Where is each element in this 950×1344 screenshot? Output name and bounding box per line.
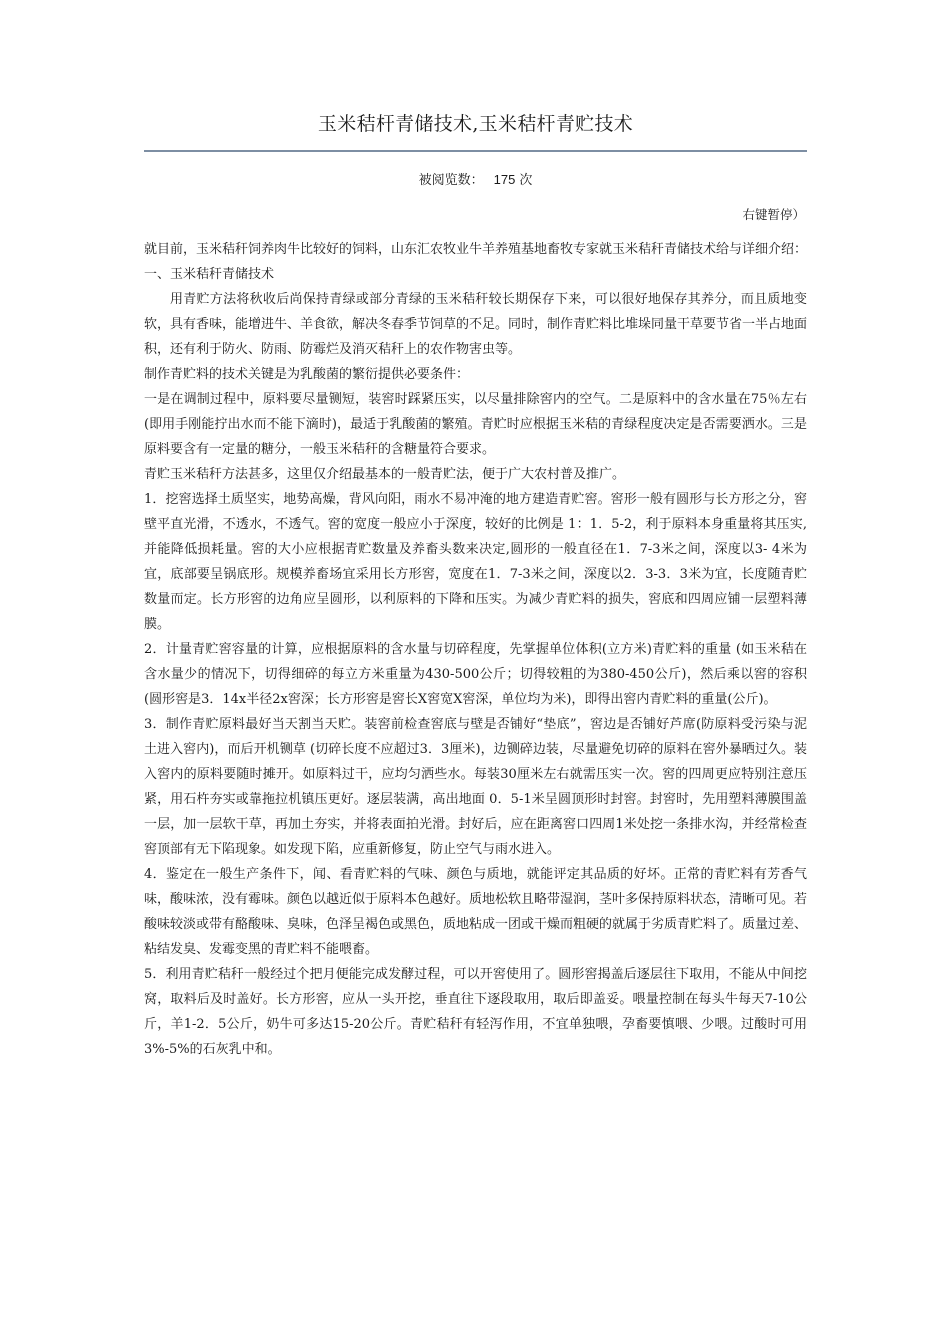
page-title: 玉米秸杆青储技术,玉米秸杆青贮技术: [144, 110, 807, 152]
view-counter: [144, 170, 807, 191]
paragraph-step-2: 2．计量青贮窖容量的计算，应根据原料的含水量与切碎程度，先掌握单位体积(立方米)青贮料的重量 (如玉米秸在含水量少的情况下，切得细碎的每立方米重量为430-500公斤；切得较粗的为380-450公斤)，然后乘以窖的容积(圆形窖是3．14x半径2x窖深；长方形窖是窖长X窖宽X窖深，单位均为米)，即得出窖内青贮料的重量(公斤)。: [144, 642, 807, 707]
paragraph-step-3: 3．制作青贮原料最好当天割当天贮。装窖前检查窖底与壁是否铺好“垫底”，窖边是否铺好芦席(防原料受污染与泥土进入窖内)，而后开机铡草 (切碎长度不应超过3．3厘米)，边铡碎边装，尽量避免切碎的原料在窖外暴晒过久。装入窖内的原料要随时摊开。如原料过干，应均匀洒些水。每装30厘米左右就需压实一次。窖的四周更应特别注意压紧，用石杵夯实或靠拖拉机镇压更好。逐层装满，高出地面 0．5-1米呈圆顶形时封窖。封窖时，先用塑料薄膜围盖一层，加一层软干草，再加土夯实，并将表面拍光滑。封好后，应在距离窖口四周1米处挖一条排水沟，并经常检查窖顶部有无下陷现象。如发现下陷，应重新修复，防止空气与雨水进入。: [144, 717, 807, 857]
views-unit: 次: [519, 173, 533, 188]
paragraph-overview: 用青贮方法将秋收后尚保持青绿或部分青绿的玉米秸秆较长期保存下来，可以很好地保存其养分，而且质地变软，具有香味，能增进牛、羊食欲，解决冬春季节饲草的不足。同时，制作青贮料比堆垛同量干草要节省一半占地面积，还有利于防火、防雨、防霉烂及消灭秸秆上的农作物害虫等。: [144, 292, 808, 357]
views-label: 被阅览数：: [418, 173, 484, 188]
paragraph-step-4: 4．鉴定在一般生产条件下，闻、看青贮料的气味、颜色与质地，就能评定其品质的好坏。正常的青贮料有芳香气味，酸味浓，没有霉味。颜色以越近似于原料本色越好。质地松软且略带湿润，茎叶多保持原料状态，清晰可见。若酸味较淡或带有酪酸味、臭味，色泽呈褐色或黑色，质地粘成一团或干燥而粗硬的就属于劣质青贮料了。质量过差、粘结发臭、发霉变黑的青贮料不能喂畜。: [144, 867, 808, 957]
section-heading: 一、玉米秸秆青储技术: [144, 267, 275, 282]
paragraph-intro: 就目前，玉米秸秆饲养肉牛比较好的饲料，山东汇农牧业牛羊养殖基地畜牧专家就玉米秸秆青储技术给与详细介绍：: [144, 242, 808, 257]
pause-note: 右键暂停）: [742, 207, 805, 222]
paragraph-key-points: 制作青贮料的技术关键是为乳酸菌的繁衍提供必要条件：: [144, 367, 470, 382]
views-count: 175: [493, 172, 516, 187]
paragraph-method-intro: 青贮玉米秸秆方法甚多，这里仅介绍最基本的一般青贮法，便于广大农村普及推广。: [144, 467, 626, 482]
article-body: [144, 237, 807, 1062]
paragraph-step-5: 5．利用青贮秸秆一般经过个把月便能完成发酵过程，可以开窖使用了。圆形窖揭盖后逐层往下取用，不能从中间挖窝，取料后及时盖好。长方形窖，应从一头开挖，垂直往下逐段取用，取后即盖妥。喂量控制在每头牛每天7-10公斤，羊1-2．5公斤，奶牛可多达15-20公斤。青贮秸秆有轻泻作用，不宜单独喂，孕畜要慎喂、少喂。过酸时可用3%-5%的石灰乳中和。: [144, 967, 807, 1057]
paragraph-step-1: 1．挖窖选择土质坚实，地势高燥，背风向阳，雨水不易冲淹的地方建造青贮窖。窖形一般有圆形与长方形之分，窖壁平直光滑，不透水，不透气。窖的宽度一般应小于深度，较好的比例是 1：1．5-2，利于原料本身重量将其压实,并能降低损耗量。窖的大小应根据青贮数量及养畜头数来决定,圆形的一般直径在1．7-3米之间，深度以3- 4米为宜，底部要呈锅底形。规模养畜场宜采用长方形窖，宽度在1．7-3米之间，深度以2．3-3．3米为宜，长度随青贮数量而定。长方形窖的边角应呈圆形，以利原料的下降和压实。为减少青贮料的损失，窖底和四周应铺一层塑料薄膜。: [144, 492, 807, 632]
paragraph-conditions: 一是在调制过程中，原料要尽量铡短，装窖时踩紧压实，以尽量排除窖内的空气。二是原料中的含水量在75％左右(即用手刚能拧出水而不能下滴时)，最适于乳酸菌的繁殖。青贮时应根据玉米秸的青绿程度决定是否需要洒水。三是原料要含有一定量的糖分，一般玉米秸秆的含糖量符合要求。: [144, 392, 807, 457]
document-page: [144, 110, 807, 1062]
